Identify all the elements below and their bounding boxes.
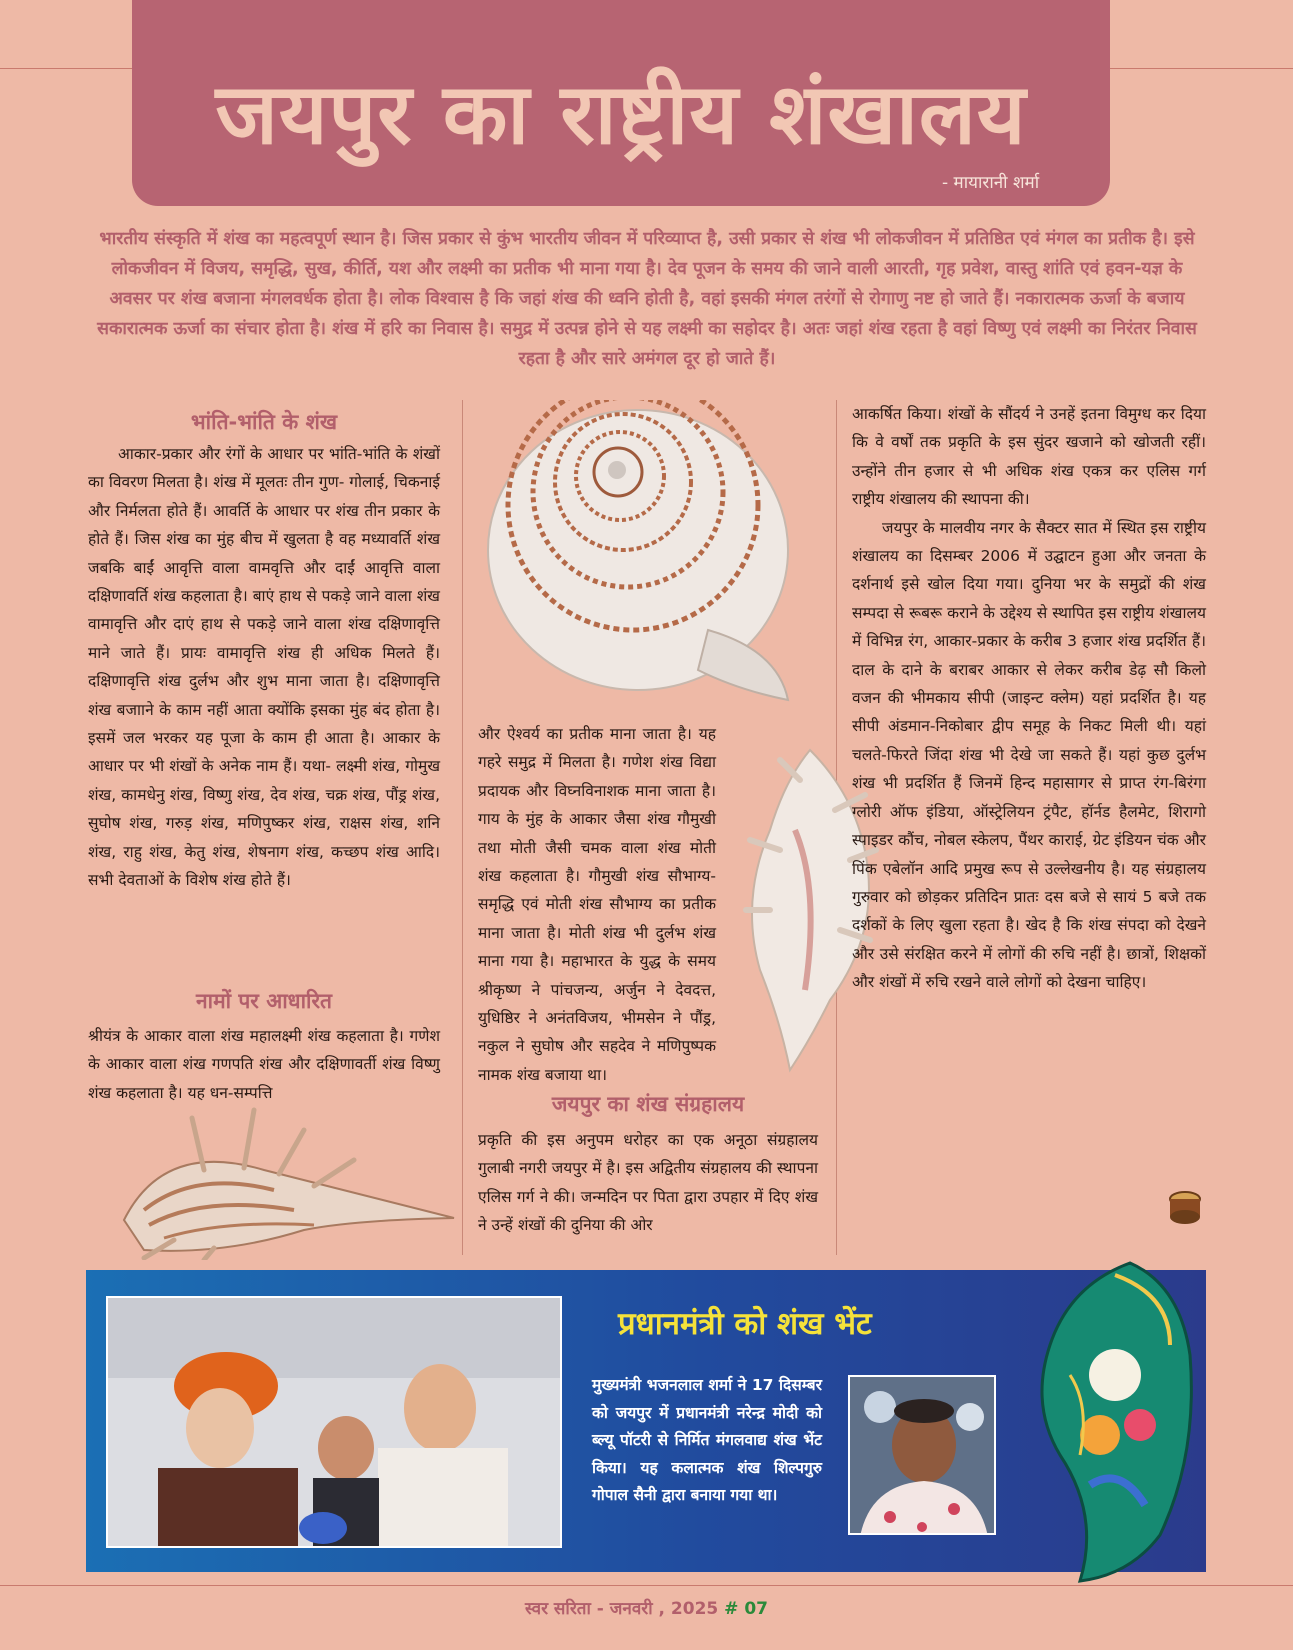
paragraph-types: आकार-प्रकार और रंगों के आधार पर भांति-भांति के शंखों का विवरण मिलता है। शंख में मूलतः तीन गुण- गोलाई, चिकनाई और निर्मलता होते हैं। आवर्ति के आधार पर शंख तीन प्रकार के होते हैं। जिस शंख का मुंह बीच में खुलता है वह मध्यावर्ति शंख जबकि बाईं आवृत्ति वाला वामवृत्ति और दाईं आवृत्ति वाला दक्षिणावर्ति शंख कहलाता है। बाएं हाथ से पकड़े जाने वाला शंख वामावृत्ति और दाएं हाथ से पकड़े जाने वाला शंख दक्षिणावृत्ति माने जाते हैं। प्रायः वामावृत्ति शंख ही अधिक मिलते हैं। दक्षिणावृत्ति शंख दुर्लभ और शुभ माना जाता है। दक्षिणावृत्ति शंख बजााने के काम नहीं आता क्योंकि इसका मुंह बंद होता है। इसमें जल भरकर यह पूजा के काम ही आता है। आकार के आधार पर भी शंखों के अनेक नाम हैं। यथा- लक्ष्मी शंख, गोमुख शंख, कामधेनु शंख, विष्णु शंख, देव शंख, चक्र शंख, पौंड्र शंख, सुघोष शंख, गरुड़ शंख, मणिपुष्कर शंख, राक्षस शंख, शनि शंख, राहु शंख, केतु शंख, शेषनाग शंख, कच्छप शंख आदि। सभी देवताओं के विशेष शंख होते हैं।	[88, 445, 440, 890]
artisan-portrait	[848, 1375, 996, 1535]
event-photo	[106, 1296, 562, 1548]
banner-title: प्रधानमंत्री को शंख भेंट	[618, 1306, 872, 1342]
issue-date: - जनवरी , 2025	[590, 1599, 725, 1619]
paragraph-gomukhi: और ऐश्वर्य का प्रतीक माना जाता है। यह गहरे समुद्र में मिलता है। गणेश शंख विद्या प्रदायक और विघ्नविनाशक माना जाता है। गाय के मुंह के आकार जैसा शंख गौमुखी तथा मोती जैसी चमक वाला शंख मोती शंख कहलाता है। गौमुखी शंख सौभाग्य-समृद्धि एवं मोती शंख सौभाग्य का प्रतीक माना जाता है। मोती शंख भी दुर्लभ शंख माना गया है। महाभारत के युद्ध के समय श्रीकृष्ण ने पांचजन्य, अर्जुन ने देवदत्त, युधिष्ठिर ने अनंतविजय, भीमसेन ने पौंड्र, नकुल ने सुघोष और सहदेव ने मणिपुष्पक नामक शंख बजाया था।	[478, 725, 716, 1084]
page-number: # 07	[724, 1599, 768, 1619]
magazine-name: स्वर सरिता	[525, 1599, 591, 1619]
section-heading-names: नामों पर आधारित	[195, 989, 333, 1013]
banner-text: मुख्यमंत्री भजनलाल शर्मा ने 17 दिसम्बर को जयपुर में प्रधानमंत्री नरेन्द्र मोदी को ब्ल्यू पॉटरी से निर्मित मंगलवाद्य शंख भेंट किया। यह कलात्मक शंख शिल्पगुरु गोपाल सैनी द्वारा बनाया गया था।	[592, 1376, 822, 1504]
paragraph-alice-garg: आकर्षित किया। शंखों के सौंदर्य ने उनहें इतना विमुग्ध कर दिया कि वे वर्षों तक प्रकृति के इस सुंदर खजाने को खोजती रहीं। उन्होंने तीन हजार से भी अधिक शंख एकत्र कर एलिस गर्ग राष्ट्रीय शंखालय की स्थापना की।	[852, 405, 1206, 509]
page-footer	[0, 1596, 1293, 1619]
column-1-text	[88, 440, 440, 895]
page-title: जयपुर का राष्ट्रीय शंखालय	[215, 65, 1027, 163]
author-byline: - मायारानी शर्मा	[942, 173, 1040, 193]
spiral-shell-image	[478, 400, 808, 710]
title-box	[132, 0, 1110, 206]
intro-paragraph: भारतीय संस्कृति में शंख का महत्वपूर्ण स्थान है। जिस प्रकार से कुंभ भारतीय जीवन में परिव्याप्त है, उसी प्रकार से शंख भी लोकजीवन में प्रतिष्ठित एवं मंगल का प्रतीक है। इसे लोकजीवन में विजय, समृद्धि, सुख, कीर्ति, यश और लक्ष्मी का प्रतीक भी माना गया है। देव पूजन के समय की जाने वाली आरती, गृह प्रवेश, वास्तु शांति एवं हवन-यज्ञ के अवसर पर शंख बजाना मंगलवर्धक होता है। लोक विश्वास है कि जहां शंख की ध्वनि होती है, वहां इसकी मंगल तरंगों से रोगाणु नष्ट हो जाते हैं। नकारात्मक ऊर्जा के बजाय सकारात्मक ऊर्जा का संचार होता है। शंख में हरि का निवास है। समुद्र में उत्पन्न होने से यह लक्ष्मी का सहोदर है। अतः जहां शंख रहता है वहां विष्णु एवं लक्ष्मी का निरंतर निवास रहता है और सारे अमंगल दूर हो जाते हैं।	[97, 229, 1197, 369]
column-2-text-2	[478, 1126, 818, 1240]
section-heading-museum: जयपुर का शंख संग्रहालय	[551, 1092, 745, 1116]
spider-conch-image	[104, 1100, 460, 1260]
paragraph-museum: प्रकृति की इस अनुपम धरोहर का एक अनूठा संग्रहालय गुलाबी नगरी जयपुर में है। इस अद्वितीय संग्रहालय की स्थापना एलिस गर्ग ने की। जन्मदिन पर पिता द्वारा उपहार में दिए शंख ने उन्हें शंखों की दुनिया की ओर	[478, 1131, 818, 1235]
column-1-text-2	[88, 1022, 440, 1107]
paragraph-museum-details: जयपुर के मालवीय नगर के सैक्टर सात में स्थित इस राष्ट्रीय शंखालय का दिसम्बर 2006 में उद्घाटन हुआ और जनता के दर्शनार्थ इसे खोल दिया गया। दुनिया भर के समुद्रों की शंख सम्पदा से रूबरू कराने के उद्देश्य से स्थापित इस राष्ट्रीय शंखालय में विभिन्न रंग, आकार-प्रकार के करीब 3 हजार शंख प्रदर्शित हैं। दाल के दाने के बराबर आकार से लेकर करीब डेढ़ सौ किलो वजन की भीमकाय सीपी (जाइन्ट क्लेम) यहां प्रदर्शित है। यह सीपी अंडमान-निकोबार द्वीप समूह के निकट मिली थी। यहां चलते-फिरते जिंदा शंख भी देखे जा सकते हैं। यहां कुछ दुर्लभ शंख भी प्रदर्शित हैं जिनमें हिन्द महासागर से प्राप्त रंग-बिरंगा ग्लोरी ऑफ इंडिया, ऑस्ट्रेलियन ट्रंपैट, हॉर्नड हैलमेट, शिरागो स्पाइडर कौंच, नोबल स्केलप, पैंथर काराई, ग्रेट इंडियन चंक और पिंक एबेलॉन आदि प्रमुख रूप से उल्लेखनीय है। यह संग्रहालय गुरुवार को छोड़कर प्रतिदिन प्रातः दस बजे से सायं 5 बजे तक दर्शकों के लिए खुला रहता है। खेद है कि शंख संपदा को देखने और उसे संरक्षित करने में लोगों की रुचि नहीं है। छात्रों, शिक्षकों और शंखों में रुचि रखने वाले लोगों को देखना चाहिए।	[852, 518, 1206, 992]
column-3-text	[852, 400, 1206, 997]
blue-pottery-conch-image	[1020, 1255, 1200, 1585]
section-heading-types: भांति-भांति के शंख	[190, 410, 338, 434]
end-mark-icon	[1168, 1190, 1202, 1226]
column-divider-left	[462, 400, 463, 1255]
bottom-rule	[0, 1585, 1293, 1586]
paragraph-names: श्रीयंत्र के आकार वाला शंख महालक्ष्मी शंख कहलाता है। गणेश के आकार वाला शंख गणपति शंख और दक्षिणावर्ती शंख विष्णु शंख कहलाता है। यह धन-सम्पत्ति	[88, 1027, 440, 1102]
